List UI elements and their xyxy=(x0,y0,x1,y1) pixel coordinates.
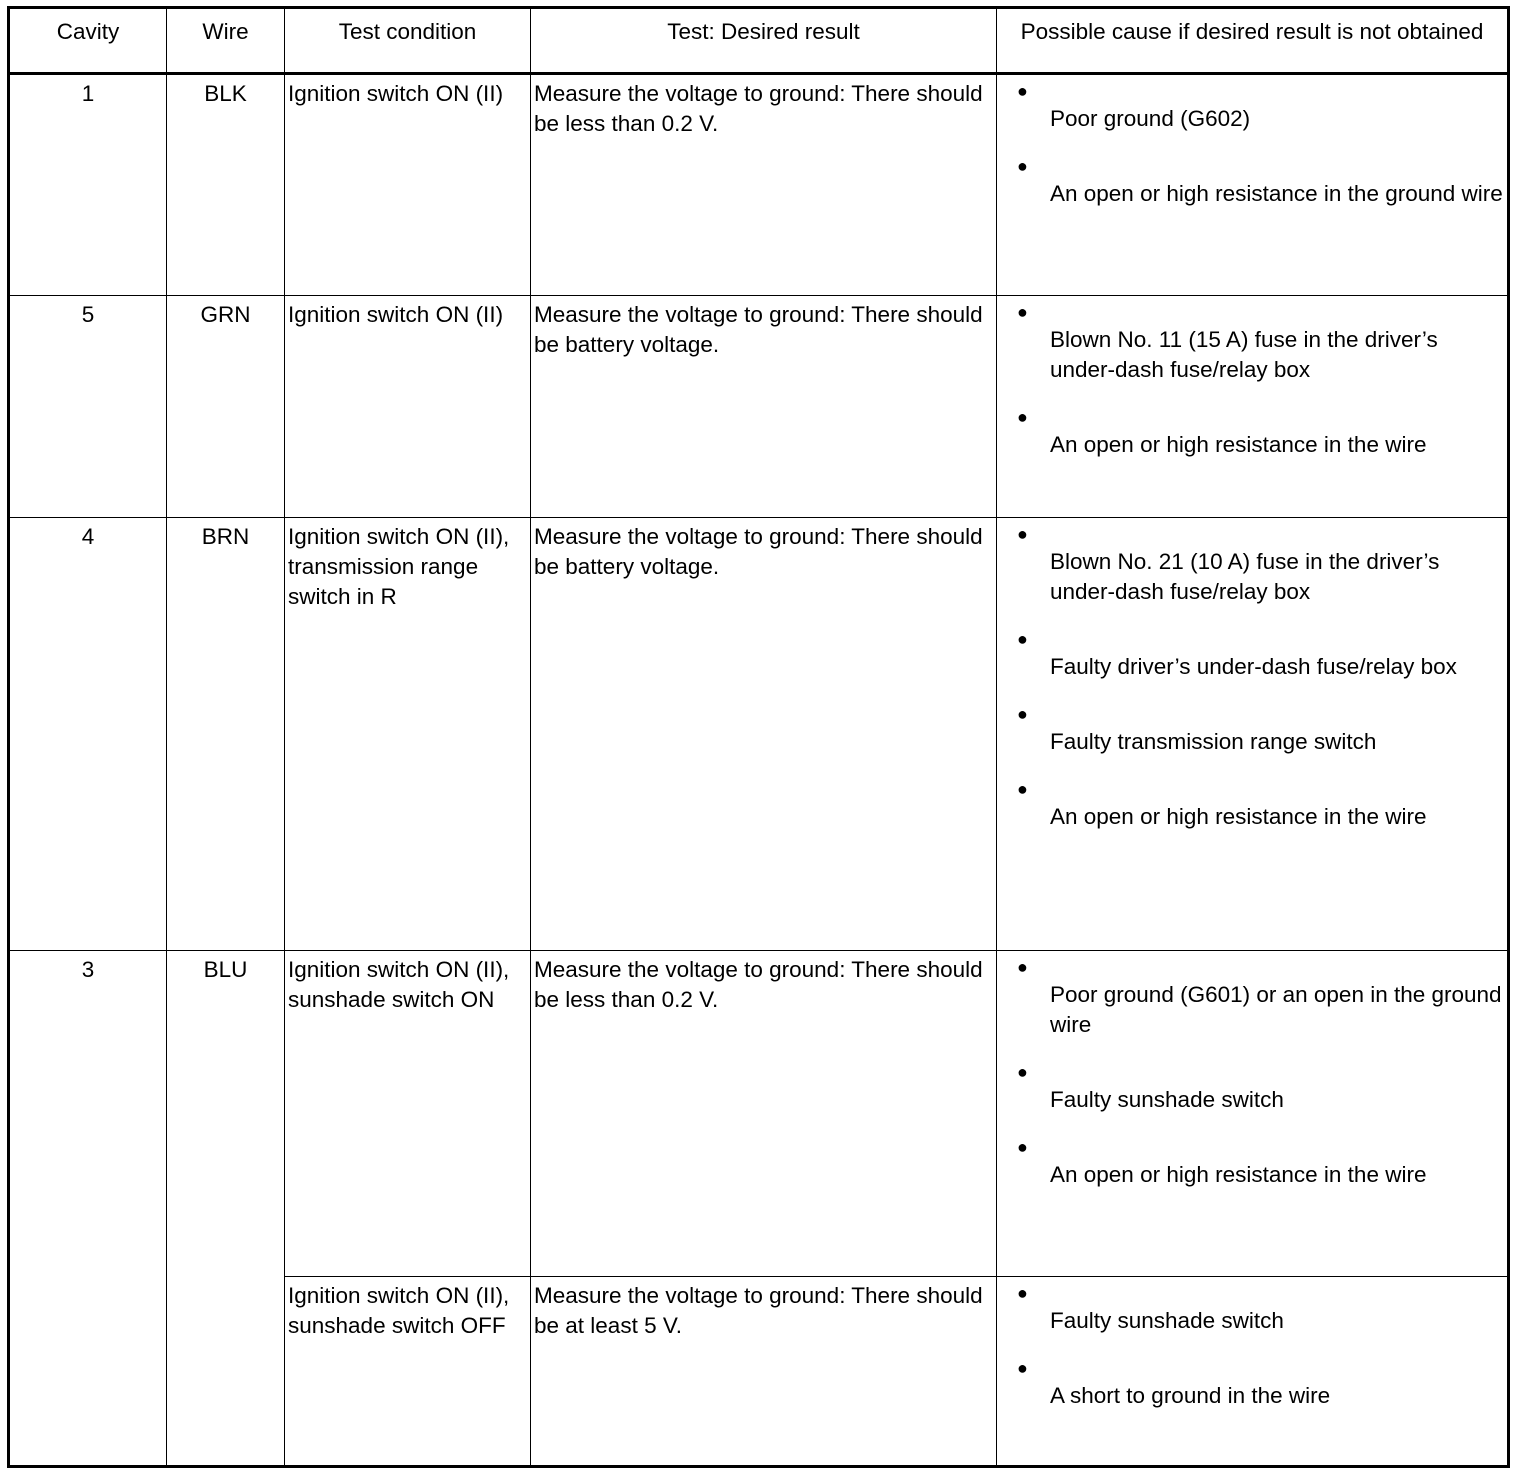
cause-text: An open or high resistance in the ground wire xyxy=(1050,181,1503,206)
cavity-cell: 1 xyxy=(9,74,167,296)
causes-cell xyxy=(997,296,1509,518)
table-row xyxy=(9,74,1509,296)
cause-text: Faulty sunshade switch xyxy=(1050,1307,1284,1333)
result-cell: Measure the voltage to ground: There should be at least 5 V. xyxy=(531,1276,997,1466)
bullet-icon: ● xyxy=(1017,956,1028,977)
causes-cell xyxy=(997,518,1509,950)
header-row xyxy=(9,8,1509,74)
table-row xyxy=(9,518,1509,950)
header-wire: Wire xyxy=(167,8,285,74)
cause-text: Faulty transmission range switch xyxy=(1050,729,1377,755)
wire-cell: BRN xyxy=(167,518,285,950)
result-cell: Measure the voltage to ground: There should be less than 0.2 V. xyxy=(531,950,997,1276)
cause-text: An open or high resistance in the wire xyxy=(1050,432,1427,458)
wire-cell: GRN xyxy=(167,296,285,518)
condition-cell: Ignition switch ON (II) xyxy=(285,296,531,518)
cause-text: Poor ground (G601) or an open in the ground wire xyxy=(1050,981,1502,1037)
condition-cell: Ignition switch ON (II), sunshade switch OFF xyxy=(285,1276,531,1466)
cause-item xyxy=(997,1356,1507,1431)
header-test-condition: Test condition xyxy=(285,8,531,74)
cause-item xyxy=(997,300,1507,405)
condition-cell: Ignition switch ON (II), sunshade switch ON xyxy=(285,950,531,1276)
result-cell: Measure the voltage to ground: There should be battery voltage. xyxy=(531,518,997,950)
cause-item xyxy=(997,702,1507,777)
cause-item xyxy=(997,955,1507,1060)
header-desired-result: Test: Desired result xyxy=(531,8,997,74)
header-possible-cause: Possible cause if desired result is not obtained xyxy=(997,8,1509,74)
cause-text: Faulty sunshade switch xyxy=(1050,1086,1284,1112)
cause-item xyxy=(997,777,1507,852)
cause-item xyxy=(997,627,1507,702)
bullet-icon: ● xyxy=(1017,629,1028,650)
bullet-icon: ● xyxy=(1017,779,1028,800)
causes-cell xyxy=(997,950,1509,1276)
bullet-icon: ● xyxy=(1017,704,1028,725)
bullet-icon: ● xyxy=(1017,1136,1028,1157)
causes-cell xyxy=(997,1276,1509,1466)
bullet-icon: ● xyxy=(1017,1061,1028,1082)
header-cavity: Cavity xyxy=(9,8,167,74)
cause-text: An open or high resistance in the wire xyxy=(1050,1161,1427,1187)
causes-cell xyxy=(997,74,1509,296)
cause-text: An open or high resistance in the wire xyxy=(1050,804,1427,830)
cause-text: Faulty driver’s under-dash fuse/relay box xyxy=(1050,654,1457,680)
cause-text: Blown No. 21 (10 A) fuse in the driver’s under-dash fuse/relay box xyxy=(1050,549,1440,605)
cause-item xyxy=(997,522,1507,627)
cavity-cell: 3 xyxy=(9,950,167,1466)
bullet-icon: ● xyxy=(1017,1282,1028,1303)
wire-cell: BLK xyxy=(167,74,285,296)
condition-cell: Ignition switch ON (II), transmission range switch in R xyxy=(285,518,531,950)
cause-text: A short to ground in the wire xyxy=(1050,1382,1331,1408)
wire-cell: BLU xyxy=(167,950,285,1466)
cause-text: Blown No. 11 (15 A) fuse in the driver’s under-dash fuse/relay box xyxy=(1050,327,1438,383)
cavity-cell: 4 xyxy=(9,518,167,950)
cavity-cell: 5 xyxy=(9,296,167,518)
cause-text: Poor ground (G602) xyxy=(1050,106,1251,131)
cause-item xyxy=(997,79,1507,154)
result-cell: Measure the voltage to ground: There should be battery voltage. xyxy=(531,296,997,518)
bullet-icon: ● xyxy=(1017,302,1028,323)
bullet-icon: ● xyxy=(1017,1357,1028,1378)
result-cell: Measure the voltage to ground: There should be less than 0.2 V. xyxy=(531,74,997,296)
bullet-icon: ● xyxy=(1017,81,1028,101)
table-row xyxy=(9,950,1509,1276)
cause-item xyxy=(997,154,1507,229)
bullet-icon: ● xyxy=(1017,156,1028,176)
bullet-icon: ● xyxy=(1017,407,1028,428)
table-row xyxy=(9,296,1509,518)
connector-test-table xyxy=(7,6,1510,1468)
condition-cell: Ignition switch ON (II) xyxy=(285,74,531,296)
cause-item xyxy=(997,405,1507,480)
cause-item xyxy=(997,1060,1507,1135)
cause-item xyxy=(997,1135,1507,1210)
bullet-icon: ● xyxy=(1017,524,1028,545)
cause-item xyxy=(997,1281,1507,1356)
